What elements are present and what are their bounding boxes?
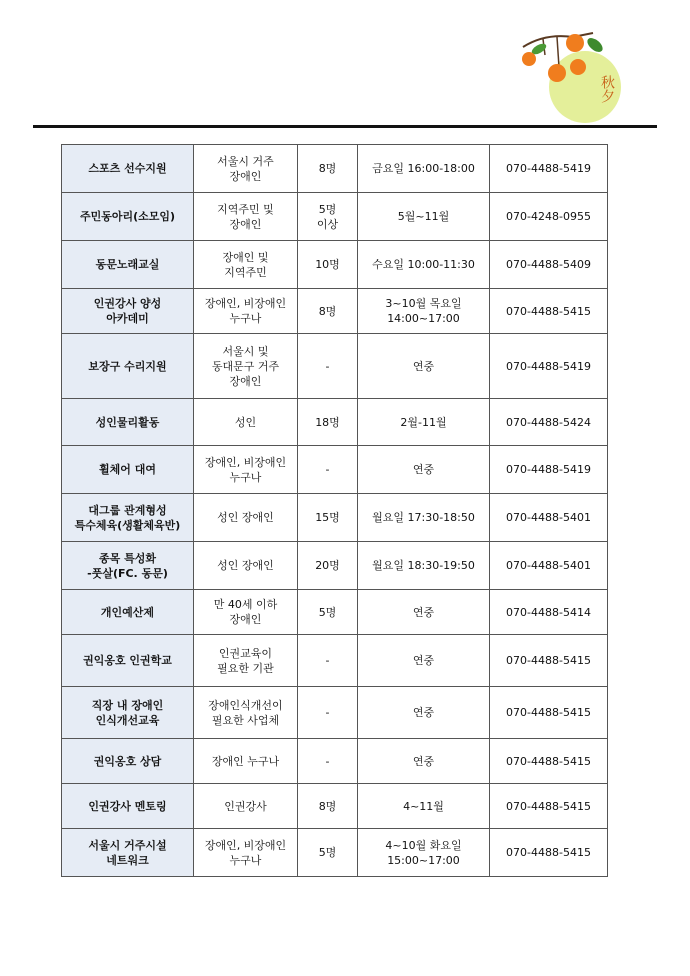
target: 서울시 거주 장애인 bbox=[194, 145, 298, 193]
phone: 070-4488-5415 bbox=[490, 784, 608, 829]
program-name: 개인예산제 bbox=[62, 590, 194, 635]
badge-text: 秋夕 bbox=[599, 75, 615, 103]
target: 인권교육이 필요한 기관 bbox=[194, 635, 298, 687]
phone: 070-4488-5415 bbox=[490, 687, 608, 739]
table-row bbox=[62, 145, 608, 193]
capacity: 8명 bbox=[298, 784, 358, 829]
phone: 070-4488-5419 bbox=[490, 446, 608, 494]
target: 지역주민 및 장애인 bbox=[194, 193, 298, 241]
schedule: 금요일 16:00-18:00 bbox=[358, 145, 490, 193]
schedule: 4~11월 bbox=[358, 784, 490, 829]
capacity: 15명 bbox=[298, 494, 358, 542]
phone: 070-4488-5409 bbox=[490, 241, 608, 289]
capacity: 8명 bbox=[298, 289, 358, 334]
table-row bbox=[62, 784, 608, 829]
program-name: 서울시 거주시설 네트워크 bbox=[62, 829, 194, 877]
schedule: 월요일 17:30-18:50 bbox=[358, 494, 490, 542]
program-name: 주민동아리(소모임) bbox=[62, 193, 194, 241]
capacity: - bbox=[298, 446, 358, 494]
table-row bbox=[62, 193, 608, 241]
program-name: 종목 특성화 -풋살(FC. 동문) bbox=[62, 542, 194, 590]
program-name: 동문노래교실 bbox=[62, 241, 194, 289]
table-row bbox=[62, 334, 608, 399]
capacity: 5명 이상 bbox=[298, 193, 358, 241]
phone: 070-4488-5415 bbox=[490, 829, 608, 877]
table-row bbox=[62, 739, 608, 784]
capacity: - bbox=[298, 687, 358, 739]
phone: 070-4488-5415 bbox=[490, 739, 608, 784]
target: 성인 bbox=[194, 399, 298, 446]
program-name: 권익옹호 상담 bbox=[62, 739, 194, 784]
program-name: 스포츠 선수지원 bbox=[62, 145, 194, 193]
schedule: 월요일 18:30-19:50 bbox=[358, 542, 490, 590]
table-row bbox=[62, 399, 608, 446]
schedule: 연중 bbox=[358, 334, 490, 399]
program-name: 권익옹호 인권학교 bbox=[62, 635, 194, 687]
schedule: 연중 bbox=[358, 446, 490, 494]
phone: 070-4488-5401 bbox=[490, 494, 608, 542]
program-name: 인권강사 멘토링 bbox=[62, 784, 194, 829]
phone: 070-4488-5415 bbox=[490, 635, 608, 687]
persimmon-branch-illustration bbox=[515, 25, 630, 130]
schedule: 2월-11월 bbox=[358, 399, 490, 446]
table-body bbox=[62, 145, 608, 877]
phone: 070-4488-5419 bbox=[490, 334, 608, 399]
capacity: - bbox=[298, 334, 358, 399]
table-row bbox=[62, 446, 608, 494]
target: 서울시 및 동대문구 거주 장애인 bbox=[194, 334, 298, 399]
program-name: 대그룹 관계형성 특수체육(생활체육반) bbox=[62, 494, 194, 542]
table-row bbox=[62, 829, 608, 877]
program-table bbox=[61, 144, 608, 877]
phone: 070-4488-5424 bbox=[490, 399, 608, 446]
target: 장애인 및 지역주민 bbox=[194, 241, 298, 289]
phone: 070-4248-0955 bbox=[490, 193, 608, 241]
target: 장애인 누구나 bbox=[194, 739, 298, 784]
capacity: 8명 bbox=[298, 145, 358, 193]
target: 장애인식개선이 필요한 사업체 bbox=[194, 687, 298, 739]
target: 장애인, 비장애인 누구나 bbox=[194, 289, 298, 334]
phone: 070-4488-5401 bbox=[490, 542, 608, 590]
phone: 070-4488-5415 bbox=[490, 289, 608, 334]
phone: 070-4488-5414 bbox=[490, 590, 608, 635]
program-name: 직장 내 장애인 인식개선교육 bbox=[62, 687, 194, 739]
schedule: 3~10월 목요일 14:00~17:00 bbox=[358, 289, 490, 334]
schedule: 수요일 10:00-11:30 bbox=[358, 241, 490, 289]
schedule: 연중 bbox=[358, 590, 490, 635]
capacity: - bbox=[298, 739, 358, 784]
table-row bbox=[62, 289, 608, 334]
target: 장애인, 비장애인 누구나 bbox=[194, 829, 298, 877]
table-row bbox=[62, 635, 608, 687]
table-row bbox=[62, 241, 608, 289]
schedule: 5월~11월 bbox=[358, 193, 490, 241]
phone: 070-4488-5419 bbox=[490, 145, 608, 193]
program-name: 보장구 수리지원 bbox=[62, 334, 194, 399]
schedule: 4~10월 화요일 15:00~17:00 bbox=[358, 829, 490, 877]
schedule: 연중 bbox=[358, 687, 490, 739]
table-row bbox=[62, 542, 608, 590]
target: 장애인, 비장애인 누구나 bbox=[194, 446, 298, 494]
capacity: 5명 bbox=[298, 829, 358, 877]
schedule: 연중 bbox=[358, 739, 490, 784]
capacity: - bbox=[298, 635, 358, 687]
target: 성인 장애인 bbox=[194, 542, 298, 590]
program-name: 인권강사 양성 아카데미 bbox=[62, 289, 194, 334]
table-row bbox=[62, 590, 608, 635]
target: 인권강사 bbox=[194, 784, 298, 829]
program-name: 휠체어 대여 bbox=[62, 446, 194, 494]
header-divider bbox=[33, 125, 657, 128]
table-row bbox=[62, 494, 608, 542]
target: 만 40세 이하 장애인 bbox=[194, 590, 298, 635]
schedule: 연중 bbox=[358, 635, 490, 687]
capacity: 20명 bbox=[298, 542, 358, 590]
capacity: 5명 bbox=[298, 590, 358, 635]
capacity: 10명 bbox=[298, 241, 358, 289]
capacity: 18명 bbox=[298, 399, 358, 446]
target: 성인 장애인 bbox=[194, 494, 298, 542]
program-name: 성인물리활동 bbox=[62, 399, 194, 446]
table-row bbox=[62, 687, 608, 739]
